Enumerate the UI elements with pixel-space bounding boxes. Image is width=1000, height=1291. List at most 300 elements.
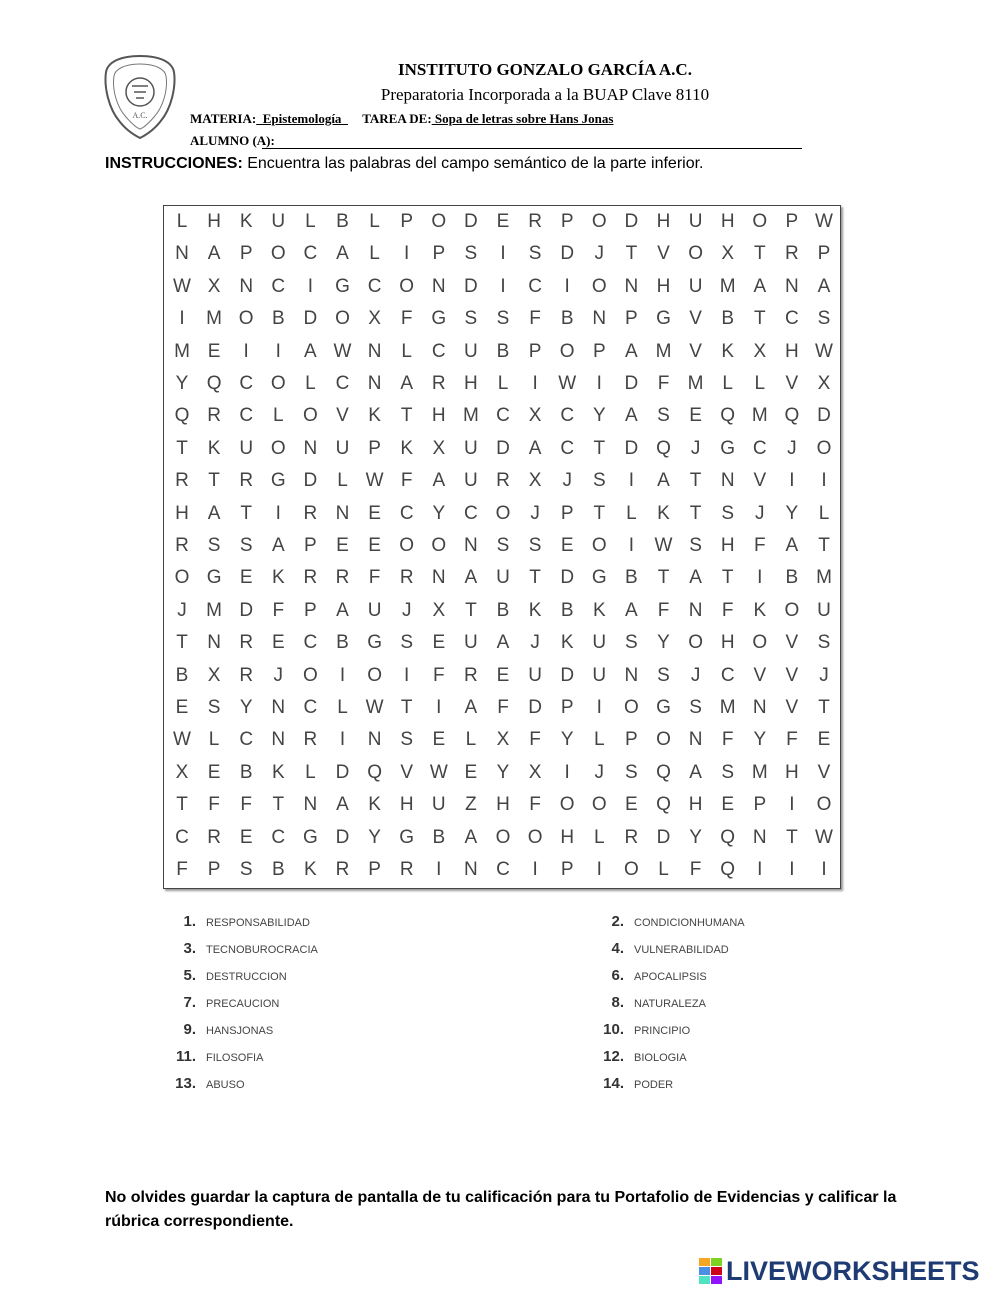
grid-letter[interactable]: O — [431, 211, 447, 232]
grid-letter[interactable]: N — [335, 502, 350, 524]
grid-letter[interactable]: X — [175, 761, 189, 783]
grid-letter[interactable]: W — [173, 275, 191, 297]
grid-letter[interactable]: A — [207, 243, 221, 265]
grid-letter[interactable]: O — [591, 275, 607, 297]
grid-letter[interactable]: A — [625, 340, 638, 362]
grid-letter[interactable]: U — [431, 794, 446, 816]
grid-letter[interactable]: D — [656, 826, 671, 848]
grid-letter[interactable]: T — [786, 826, 798, 848]
grid-letter[interactable]: J — [787, 437, 797, 459]
grid-letter[interactable]: H — [175, 502, 189, 524]
grid-letter[interactable]: O — [431, 535, 447, 556]
grid-letter[interactable]: P — [368, 859, 381, 880]
grid-letter[interactable]: D — [335, 761, 350, 783]
grid-letter[interactable]: K — [721, 340, 735, 362]
grid-letter[interactable]: S — [721, 502, 735, 524]
grid-letter[interactable]: P — [304, 599, 317, 621]
grid-letter[interactable]: R — [399, 567, 414, 589]
grid-letter[interactable]: T — [593, 437, 606, 459]
grid-letter[interactable]: Q — [784, 405, 800, 427]
grid-letter[interactable]: Q — [656, 794, 671, 816]
grid-letter[interactable]: C — [431, 340, 446, 362]
grid-letter[interactable]: O — [559, 340, 575, 362]
grid-letter[interactable]: C — [239, 373, 254, 394]
grid-letter[interactable]: E — [496, 211, 510, 232]
grid-letter[interactable]: Y — [175, 373, 189, 394]
grid-letter[interactable]: O — [303, 405, 318, 427]
grid-letter[interactable]: N — [175, 243, 189, 265]
grid-letter[interactable]: I — [532, 859, 538, 880]
grid-letter[interactable]: N — [367, 373, 382, 394]
grid-letter[interactable]: P — [560, 211, 574, 232]
grid-letter[interactable]: T — [657, 567, 670, 589]
grid-letter[interactable]: H — [656, 275, 671, 297]
grid-letter[interactable]: X — [528, 470, 542, 492]
grid-letter[interactable]: E — [432, 729, 446, 751]
grid-letter[interactable]: L — [337, 697, 348, 718]
grid-letter[interactable]: H — [207, 211, 221, 232]
grid-letter[interactable]: S — [817, 308, 831, 330]
grid-letter[interactable]: W — [173, 729, 191, 751]
grid-letter[interactable]: S — [625, 632, 638, 654]
grid-letter[interactable]: K — [207, 437, 221, 459]
grid-letter[interactable]: B — [560, 599, 574, 621]
grid-letter[interactable]: N — [785, 275, 799, 297]
grid-letter[interactable]: H — [720, 211, 735, 232]
grid-letter[interactable]: T — [818, 535, 830, 556]
grid-letter[interactable]: E — [207, 340, 221, 362]
grid-letter[interactable]: H — [496, 794, 510, 816]
grid-letter[interactable]: I — [275, 340, 281, 362]
grid-letter[interactable]: S — [496, 535, 510, 556]
grid-letter[interactable]: E — [464, 761, 478, 783]
grid-letter[interactable]: I — [500, 275, 506, 297]
grid-letter[interactable]: H — [656, 211, 671, 232]
grid-letter[interactable]: P — [560, 859, 574, 880]
grid-letter[interactable]: K — [368, 405, 381, 427]
grid-letter[interactable]: A — [336, 243, 349, 265]
grid-letter[interactable]: L — [722, 373, 733, 394]
grid-letter[interactable]: C — [785, 308, 799, 330]
grid-letter[interactable]: G — [656, 308, 671, 330]
grid-letter[interactable]: P — [528, 340, 542, 362]
grid-letter[interactable]: T — [753, 243, 766, 265]
grid-letter[interactable]: P — [625, 308, 638, 330]
grid-letter[interactable]: S — [207, 535, 221, 556]
grid-letter[interactable]: C — [496, 859, 510, 880]
grid-letter[interactable]: F — [721, 599, 734, 621]
grid-letter[interactable]: S — [239, 859, 253, 880]
grid-letter[interactable]: U — [496, 567, 510, 589]
grid-letter[interactable]: G — [720, 437, 736, 459]
grid-letter[interactable]: I — [404, 243, 410, 265]
grid-letter[interactable]: A — [304, 340, 317, 362]
grid-letter[interactable]: B — [496, 340, 510, 362]
grid-letter[interactable]: A — [207, 502, 221, 524]
grid-letter[interactable]: K — [753, 599, 767, 621]
grid-letter[interactable]: N — [239, 275, 254, 297]
grid-letter[interactable]: Y — [689, 826, 702, 848]
grid-letter[interactable]: M — [719, 275, 736, 297]
grid-letter[interactable]: E — [207, 761, 221, 783]
grid-letter[interactable]: V — [657, 243, 670, 265]
grid-letter[interactable]: O — [238, 308, 254, 330]
grid-letter[interactable]: E — [560, 535, 574, 556]
grid-letter[interactable]: E — [625, 794, 638, 816]
grid-letter[interactable]: S — [625, 761, 638, 783]
grid-letter[interactable]: K — [368, 794, 381, 816]
grid-letter[interactable]: F — [786, 729, 798, 751]
grid-letter[interactable]: C — [335, 373, 350, 394]
grid-letter[interactable]: W — [333, 340, 352, 362]
grid-letter[interactable]: G — [656, 697, 671, 718]
grid-letter[interactable]: M — [751, 405, 768, 427]
grid-letter[interactable]: N — [207, 632, 221, 654]
grid-letter[interactable]: J — [530, 502, 540, 524]
grid-letter[interactable]: D — [239, 599, 254, 621]
grid-letter[interactable]: J — [562, 470, 572, 492]
grid-letter[interactable]: S — [689, 697, 702, 718]
grid-letter[interactable]: V — [400, 761, 414, 783]
grid-letter[interactable]: N — [367, 340, 382, 362]
grid-letter[interactable]: K — [560, 632, 574, 654]
grid-letter[interactable]: L — [658, 859, 669, 880]
grid-letter[interactable]: U — [528, 664, 542, 686]
grid-letter[interactable]: I — [564, 761, 570, 783]
grid-letter[interactable]: M — [687, 373, 704, 394]
grid-letter[interactable]: R — [464, 664, 478, 686]
grid-letter[interactable]: U — [367, 599, 382, 621]
grid-letter[interactable]: I — [789, 470, 795, 492]
grid-letter[interactable]: Q — [720, 859, 736, 880]
grid-letter[interactable]: E — [239, 567, 253, 589]
grid-letter[interactable]: M — [206, 308, 222, 330]
grid-letter[interactable]: A — [785, 535, 799, 556]
grid-letter[interactable]: O — [752, 632, 768, 654]
grid-letter[interactable]: X — [496, 729, 510, 751]
grid-letter[interactable]: O — [784, 599, 800, 621]
grid-letter[interactable]: K — [239, 211, 253, 232]
grid-letter[interactable]: C — [528, 275, 542, 297]
grid-letter[interactable]: X — [817, 373, 831, 394]
grid-letter[interactable]: P — [400, 211, 414, 232]
grid-letter[interactable]: L — [176, 211, 188, 232]
grid-letter[interactable]: X — [721, 243, 735, 265]
grid-letter[interactable]: M — [206, 599, 222, 621]
grid-letter[interactable]: K — [271, 567, 285, 589]
grid-letter[interactable]: T — [400, 697, 413, 718]
grid-letter[interactable]: A — [432, 470, 446, 492]
grid-letter[interactable]: Q — [367, 761, 382, 783]
grid-letter[interactable]: L — [465, 729, 477, 751]
grid-letter[interactable]: U — [335, 437, 350, 459]
grid-letter[interactable]: I — [339, 729, 346, 751]
grid-letter[interactable]: U — [464, 340, 478, 362]
grid-letter[interactable]: N — [592, 308, 607, 330]
grid-letter[interactable]: I — [564, 275, 570, 297]
grid-letter[interactable]: O — [270, 243, 286, 265]
grid-letter[interactable]: T — [272, 794, 285, 816]
grid-letter[interactable]: F — [497, 697, 509, 718]
grid-letter[interactable]: H — [464, 373, 478, 394]
grid-letter[interactable]: V — [785, 697, 799, 718]
grid-letter[interactable]: H — [560, 826, 575, 848]
grid-letter[interactable]: T — [689, 502, 702, 524]
grid-letter[interactable]: L — [594, 826, 605, 848]
grid-letter[interactable]: N — [271, 697, 286, 718]
grid-letter[interactable]: L — [818, 502, 830, 524]
grid-letter[interactable]: O — [559, 794, 575, 816]
grid-letter[interactable]: R — [239, 632, 254, 654]
grid-letter[interactable]: C — [239, 405, 254, 427]
grid-letter[interactable]: R — [207, 405, 221, 427]
grid-letter[interactable]: B — [271, 859, 285, 880]
grid-letter[interactable]: W — [654, 535, 673, 556]
grid-letter[interactable]: M — [462, 405, 479, 427]
grid-letter[interactable]: R — [175, 535, 189, 556]
grid-letter[interactable]: S — [207, 697, 221, 718]
grid-letter[interactable]: I — [243, 340, 249, 362]
grid-letter[interactable]: L — [305, 761, 316, 783]
grid-letter[interactable]: T — [240, 502, 252, 524]
grid-letter[interactable]: C — [175, 826, 189, 848]
grid-letter[interactable]: O — [624, 859, 639, 880]
grid-letter[interactable]: A — [753, 275, 767, 297]
grid-letter[interactable]: D — [624, 211, 639, 232]
grid-letter[interactable]: P — [304, 535, 317, 556]
grid-letter[interactable]: C — [496, 405, 510, 427]
grid-letter[interactable]: S — [657, 405, 670, 427]
grid-letter[interactable]: T — [176, 632, 188, 654]
grid-letter[interactable]: S — [464, 308, 478, 330]
grid-letter[interactable]: I — [596, 373, 602, 394]
grid-letter[interactable]: U — [592, 632, 607, 654]
grid-letter[interactable]: I — [339, 664, 346, 686]
grid-letter[interactable]: S — [689, 535, 702, 556]
grid-letter[interactable]: W — [815, 340, 833, 362]
grid-letter[interactable]: E — [817, 729, 831, 751]
grid-letter[interactable]: O — [270, 373, 286, 394]
grid-letter[interactable]: L — [369, 243, 380, 265]
grid-letter[interactable]: L — [208, 729, 220, 751]
grid-letter[interactable]: I — [404, 664, 410, 686]
grid-letter[interactable]: P — [368, 437, 381, 459]
grid-letter[interactable]: D — [464, 211, 478, 232]
grid-letter[interactable]: O — [399, 535, 415, 556]
grid-letter[interactable]: M — [719, 697, 736, 718]
grid-letter[interactable]: G — [367, 632, 382, 654]
grid-letter[interactable]: V — [785, 664, 799, 686]
grid-letter[interactable]: U — [464, 470, 478, 492]
grid-letter[interactable]: L — [497, 373, 509, 394]
grid-letter[interactable]: R — [431, 373, 446, 394]
grid-letter[interactable]: I — [821, 470, 827, 492]
grid-letter[interactable]: K — [400, 437, 414, 459]
grid-letter[interactable]: U — [464, 632, 478, 654]
grid-letter[interactable]: N — [752, 826, 767, 848]
grid-letter[interactable]: O — [495, 502, 511, 524]
grid-letter[interactable]: W — [815, 211, 833, 232]
grid-letter[interactable]: V — [689, 308, 702, 330]
grid-letter[interactable]: X — [432, 599, 446, 621]
grid-letter[interactable]: F — [689, 859, 702, 880]
grid-letter[interactable]: P — [432, 243, 446, 265]
grid-letter[interactable]: B — [175, 664, 189, 686]
grid-letter[interactable]: B — [721, 308, 735, 330]
grid-letter[interactable]: F — [753, 535, 766, 556]
grid-letter[interactable]: D — [303, 470, 318, 492]
grid-letter[interactable]: R — [239, 470, 254, 492]
grid-letter[interactable]: C — [560, 405, 575, 427]
grid-letter[interactable]: K — [271, 761, 285, 783]
grid-letter[interactable]: R — [303, 729, 318, 751]
grid-letter[interactable]: I — [596, 859, 602, 880]
grid-letter[interactable]: O — [399, 275, 415, 297]
grid-letter[interactable]: P — [592, 340, 606, 362]
grid-letter[interactable]: S — [817, 632, 831, 654]
grid-letter[interactable]: E — [368, 502, 381, 524]
grid-letter[interactable]: D — [560, 664, 575, 686]
grid-letter[interactable]: N — [367, 729, 382, 751]
grid-letter[interactable]: L — [369, 211, 380, 232]
grid-letter[interactable]: Q — [656, 437, 671, 459]
grid-letter[interactable]: U — [688, 275, 703, 297]
grid-letter[interactable]: R — [175, 470, 189, 492]
grid-letter[interactable]: Y — [368, 826, 381, 848]
grid-letter[interactable]: O — [174, 567, 190, 589]
grid-letter[interactable]: N — [624, 664, 639, 686]
grid-letter[interactable]: H — [720, 632, 735, 654]
grid-letter[interactable]: J — [690, 437, 701, 459]
grid-letter[interactable]: O — [816, 794, 832, 816]
grid-letter[interactable]: T — [593, 502, 606, 524]
grid-letter[interactable]: O — [752, 211, 768, 232]
grid-letter[interactable]: J — [755, 502, 765, 524]
grid-letter[interactable]: C — [303, 243, 318, 265]
grid-letter[interactable]: L — [754, 373, 766, 394]
grid-letter[interactable]: D — [624, 373, 639, 394]
grid-letter[interactable]: I — [307, 275, 314, 297]
grid-letter[interactable]: O — [688, 243, 703, 265]
grid-letter[interactable]: P — [560, 697, 574, 718]
grid-letter[interactable]: I — [628, 535, 635, 556]
grid-letter[interactable]: B — [239, 761, 253, 783]
grid-letter[interactable]: U — [239, 437, 254, 459]
grid-letter[interactable]: G — [270, 470, 286, 492]
grid-letter[interactable]: R — [335, 567, 350, 589]
grid-letter[interactable]: W — [365, 697, 384, 718]
grid-letter[interactable]: F — [657, 599, 670, 621]
grid-letter[interactable]: V — [785, 373, 799, 394]
grid-letter[interactable]: L — [337, 470, 348, 492]
grid-letter[interactable]: R — [528, 211, 542, 232]
grid-letter[interactable]: F — [529, 308, 541, 330]
grid-letter[interactable]: E — [271, 632, 285, 654]
grid-letter[interactable]: G — [399, 826, 415, 848]
grid-letter[interactable]: O — [591, 794, 607, 816]
grid-letter[interactable]: J — [690, 664, 701, 686]
grid-letter[interactable]: V — [753, 470, 767, 492]
grid-letter[interactable]: X — [528, 761, 542, 783]
grid-letter[interactable]: N — [720, 470, 735, 492]
grid-letter[interactable]: T — [208, 470, 220, 492]
grid-letter[interactable]: I — [789, 794, 795, 816]
grid-letter[interactable]: G — [206, 567, 222, 589]
grid-letter[interactable]: R — [207, 826, 221, 848]
grid-letter[interactable]: N — [688, 599, 703, 621]
grid-letter[interactable]: T — [689, 470, 702, 492]
grid-letter[interactable]: N — [303, 794, 318, 816]
grid-letter[interactable]: R — [496, 470, 510, 492]
grid-letter[interactable]: Q — [720, 405, 736, 427]
grid-letter[interactable]: R — [239, 664, 254, 686]
grid-letter[interactable]: J — [594, 761, 605, 783]
grid-letter[interactable]: Q — [206, 373, 222, 394]
grid-letter[interactable]: I — [596, 697, 602, 718]
grid-letter[interactable]: C — [464, 502, 478, 524]
grid-letter[interactable]: M — [174, 340, 190, 362]
grid-letter[interactable]: F — [240, 794, 252, 816]
grid-letter[interactable]: T — [400, 405, 413, 427]
grid-letter[interactable]: U — [271, 211, 286, 232]
grid-letter[interactable]: W — [365, 470, 384, 492]
alumno-input-line[interactable] — [262, 148, 802, 149]
grid-letter[interactable]: B — [625, 567, 638, 589]
grid-letter[interactable]: O — [335, 308, 350, 330]
grid-letter[interactable]: T — [465, 599, 477, 621]
grid-letter[interactable]: E — [175, 697, 189, 718]
grid-letter[interactable]: T — [176, 794, 188, 816]
grid-letter[interactable]: D — [624, 437, 639, 459]
grid-letter[interactable]: A — [464, 567, 478, 589]
grid-letter[interactable]: N — [271, 729, 286, 751]
grid-letter[interactable]: B — [785, 567, 799, 589]
grid-letter[interactable]: P — [785, 211, 799, 232]
grid-letter[interactable]: N — [431, 275, 446, 297]
grid-letter[interactable]: B — [432, 826, 446, 848]
grid-letter[interactable]: V — [689, 340, 702, 362]
grid-letter[interactable]: C — [399, 502, 414, 524]
grid-letter[interactable]: G — [431, 308, 447, 330]
grid-letter[interactable]: I — [789, 859, 795, 880]
grid-letter[interactable]: U — [592, 664, 607, 686]
grid-letter[interactable]: E — [689, 405, 702, 427]
grid-letter[interactable]: A — [689, 567, 702, 589]
grid-letter[interactable]: C — [303, 632, 318, 654]
grid-letter[interactable]: P — [239, 243, 253, 265]
grid-letter[interactable]: A — [336, 794, 349, 816]
grid-letter[interactable]: U — [464, 437, 478, 459]
grid-letter[interactable]: L — [305, 211, 316, 232]
grid-letter[interactable]: D — [464, 275, 478, 297]
grid-letter[interactable]: F — [529, 729, 541, 751]
grid-letter[interactable]: C — [560, 437, 575, 459]
grid-letter[interactable]: Y — [753, 729, 767, 751]
grid-letter[interactable]: H — [688, 794, 703, 816]
grid-letter[interactable]: I — [500, 243, 506, 265]
grid-letter[interactable]: C — [303, 697, 318, 718]
grid-letter[interactable]: W — [429, 761, 448, 783]
grid-letter[interactable]: L — [626, 502, 637, 524]
grid-letter[interactable]: S — [657, 664, 670, 686]
grid-letter[interactable]: H — [785, 761, 799, 783]
grid-letter[interactable]: B — [496, 599, 510, 621]
grid-letter[interactable]: C — [271, 826, 286, 848]
grid-letter[interactable]: B — [560, 308, 574, 330]
grid-letter[interactable]: D — [528, 697, 542, 718]
grid-letter[interactable]: S — [721, 761, 735, 783]
grid-letter[interactable]: S — [400, 632, 414, 654]
